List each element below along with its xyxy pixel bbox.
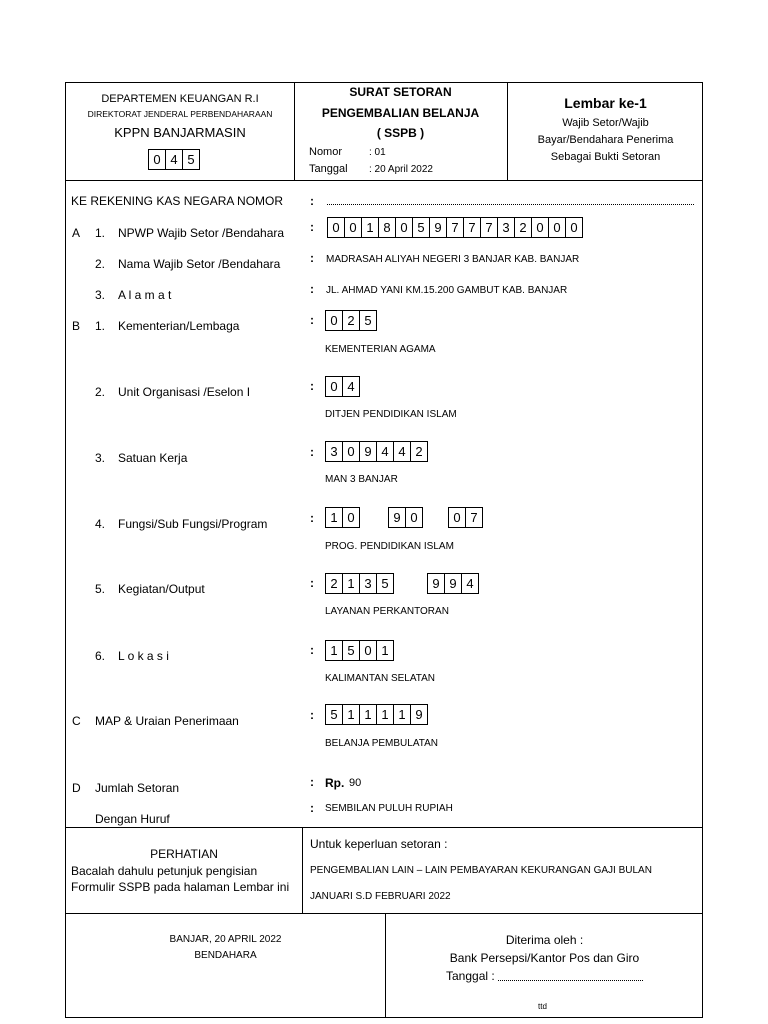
lokasi-digit: 0 <box>359 640 377 661</box>
kegiatan-label: Kegiatan/Output <box>118 582 205 596</box>
map-digit: 1 <box>342 704 360 725</box>
header-divider <box>65 180 703 181</box>
perhatian-line2: Formulir SSPB pada halaman Lembar ini <box>71 880 290 894</box>
nomor-label: Nomor <box>309 146 343 158</box>
npwp-digit: 7 <box>480 217 498 238</box>
npwp-digit: 7 <box>463 217 481 238</box>
kl-digit: 5 <box>359 310 377 331</box>
npwp-digit: 9 <box>429 217 447 238</box>
perhatian-title: PERHATIAN <box>150 847 218 861</box>
satker-digit: 4 <box>376 441 394 462</box>
keperluan-line2: JANUARI S.D FEBRUARI 2022 <box>310 891 451 902</box>
npwp-digit: 0 <box>548 217 566 238</box>
dept-name: DEPARTEMEN KEUANGAN R.I <box>101 93 259 105</box>
kppn-code-digit: 5 <box>182 149 200 170</box>
directorate-name: DIREKTORAT JENDERAL PERBENDAHARAAN <box>87 109 273 119</box>
unit-number: 2. <box>95 385 106 399</box>
alamat-label: A l a m a t <box>118 288 172 302</box>
fungsi-digits-1 <box>325 507 360 528</box>
map-digit: 9 <box>410 704 428 725</box>
fungsi-digits-2 <box>388 507 423 528</box>
unit-digit: 0 <box>325 376 343 397</box>
kl-digits <box>325 310 377 331</box>
title-line1: SURAT SETORAN <box>349 85 452 99</box>
output-digit: 4 <box>461 573 479 594</box>
map-label: MAP & Uraian Penerimaan <box>95 714 239 728</box>
npwp-digit: 1 <box>361 217 379 238</box>
program-digit: 0 <box>448 507 466 528</box>
kegiatan-digits-2 <box>427 573 479 594</box>
kegiatan-digits-1 <box>325 573 394 594</box>
satker-label: Satuan Kerja <box>118 451 188 465</box>
npwp-digit: 0 <box>344 217 362 238</box>
keperluan-line1: PENGEMBALIAN LAIN – LAIN PEMBAYARAN KEKURANGAN GAJI BULAN <box>310 865 652 876</box>
satker-digit: 2 <box>410 441 428 462</box>
output-digit: 9 <box>444 573 462 594</box>
map-digit: 1 <box>359 704 377 725</box>
npwp-digit: 8 <box>378 217 396 238</box>
perhatian-line1: Bacalah dahulu petunjuk pengisian <box>71 864 258 878</box>
npwp-label: NPWP Wajib Setor /Bendahara <box>118 226 285 240</box>
footer-role: BENDAHARA <box>194 950 257 961</box>
map-value: BELANJA PEMBULATAN <box>325 738 438 749</box>
fungsi-digits-3 <box>448 507 483 528</box>
kegiatan-digit: 3 <box>359 573 377 594</box>
lokasi-label: L o k a s i <box>118 649 169 663</box>
lokasi-digits <box>325 640 394 661</box>
nomor-value: : 01 <box>369 147 386 158</box>
kegiatan-value: LAYANAN PERKANTORAN <box>325 606 449 617</box>
unit-label: Unit Organisasi /Eselon I <box>118 385 251 399</box>
lembar-title: Lembar ke-1 <box>564 95 647 111</box>
lokasi-value: KALIMANTAN SELATAN <box>325 673 436 684</box>
nama-number: 2. <box>95 257 106 271</box>
kegiatan-number: 5. <box>95 582 106 596</box>
rekening-dotted-line <box>327 204 694 205</box>
huruf-label: Dengan Huruf <box>95 812 170 826</box>
kl-digit: 0 <box>325 310 343 331</box>
map-digit: 1 <box>376 704 394 725</box>
output-digit: 9 <box>427 573 445 594</box>
kppn-code <box>148 149 200 170</box>
sub-fungsi-digit: 9 <box>388 507 406 528</box>
unit-digits <box>325 376 360 397</box>
satker-digit: 3 <box>325 441 343 462</box>
alamat-value: JL. AHMAD YANI KM.15.200 GAMBUT KAB. BANJAR <box>326 285 568 296</box>
footer-place-date: BANJAR, 20 APRIL 2022 <box>169 934 282 945</box>
bank-label: Bank Persepsi/Kantor Pos dan Giro <box>449 951 640 965</box>
tanggal-footer-dotted-line <box>498 980 643 981</box>
tanggal-value: : 20 April 2022 <box>369 164 433 175</box>
alamat-number: 3. <box>95 288 106 302</box>
section-b-letter: B <box>72 319 81 333</box>
lembar-line1: Wajib Setor/Wajib <box>562 117 649 129</box>
footer-divider <box>65 913 703 914</box>
satker-value: MAN 3 BANJAR <box>325 474 398 485</box>
rp-label: Rp. <box>325 776 345 790</box>
sub-fungsi-digit: 0 <box>405 507 423 528</box>
npwp-number: 1. <box>95 226 106 240</box>
npwp-digit: 0 <box>327 217 345 238</box>
kppn-code-digit: 4 <box>165 149 183 170</box>
section-a-letter: A <box>72 226 81 240</box>
rekening-label: KE REKENING KAS NEGARA NOMOR <box>71 194 284 208</box>
tanggal-label: Tanggal <box>309 163 348 175</box>
satker-digit: 9 <box>359 441 377 462</box>
satker-digit: 4 <box>393 441 411 462</box>
nama-label: Nama Wajib Setor /Bendahara <box>118 257 281 271</box>
npwp-digit: 2 <box>514 217 532 238</box>
fungsi-digit: 0 <box>342 507 360 528</box>
npwp-digit: 5 <box>412 217 430 238</box>
kl-number: 1. <box>95 319 106 333</box>
jumlah-label: Jumlah Setoran <box>95 781 180 795</box>
npwp-digit: 0 <box>565 217 583 238</box>
notes-vdivider <box>302 827 303 913</box>
notes-divider <box>65 827 703 828</box>
map-digits <box>325 704 428 725</box>
npwp-digit: 3 <box>497 217 515 238</box>
title-line3: ( SSPB ) <box>376 126 425 140</box>
kl-value: KEMENTERIAN AGAMA <box>325 344 436 355</box>
program-digit: 7 <box>465 507 483 528</box>
kl-label: Kementerian/Lembaga <box>118 319 240 333</box>
keperluan-title: Untuk keperluan setoran : <box>310 837 448 851</box>
lokasi-digit: 5 <box>342 640 360 661</box>
unit-value: DITJEN PENDIDIKAN ISLAM <box>325 409 457 420</box>
footer-vdivider <box>385 913 386 1018</box>
map-digit: 1 <box>393 704 411 725</box>
satker-digit: 0 <box>342 441 360 462</box>
kppn-name: KPPN BANJARMASIN <box>114 125 246 140</box>
kl-digit: 2 <box>342 310 360 331</box>
fungsi-number: 4. <box>95 517 106 531</box>
npwp-digit: 0 <box>531 217 549 238</box>
satker-digits <box>325 441 428 462</box>
kegiatan-digit: 1 <box>342 573 360 594</box>
satker-number: 3. <box>95 451 106 465</box>
lokasi-number: 6. <box>95 649 106 663</box>
fungsi-value: PROG. PENDIDIKAN ISLAM <box>325 541 454 552</box>
fungsi-label: Fungsi/Sub Fungsi/Program <box>118 517 268 531</box>
unit-digit: 4 <box>342 376 360 397</box>
fungsi-digit: 1 <box>325 507 343 528</box>
lembar-line2: Bayar/Bendahara Penerima <box>537 134 674 146</box>
huruf-value: SEMBILAN PULUH RUPIAH <box>325 803 453 814</box>
rekening-colon: : <box>310 194 314 208</box>
diterima-label: Diterima oleh : <box>505 933 584 947</box>
section-c-letter: C <box>72 714 81 728</box>
tanggal-footer-label: Tanggal : <box>446 969 495 983</box>
section-d-letter: D <box>72 781 81 795</box>
kegiatan-digit: 2 <box>325 573 343 594</box>
lokasi-digit: 1 <box>325 640 343 661</box>
npwp-digits <box>327 217 583 238</box>
npwp-digit: 0 <box>395 217 413 238</box>
lembar-line3: Sebagai Bukti Setoran <box>550 151 661 163</box>
map-digit: 5 <box>325 704 343 725</box>
kppn-code-digit: 0 <box>148 149 166 170</box>
npwp-digit: 7 <box>446 217 464 238</box>
lokasi-digit: 1 <box>376 640 394 661</box>
title-line2: PENGEMBALIAN BELANJA <box>321 106 480 120</box>
kegiatan-digit: 5 <box>376 573 394 594</box>
ttd-label: ttd <box>538 1002 547 1011</box>
rp-value: 90 <box>349 777 362 789</box>
nama-value: MADRASAH ALIYAH NEGERI 3 BANJAR KAB. BANJAR <box>326 254 580 265</box>
